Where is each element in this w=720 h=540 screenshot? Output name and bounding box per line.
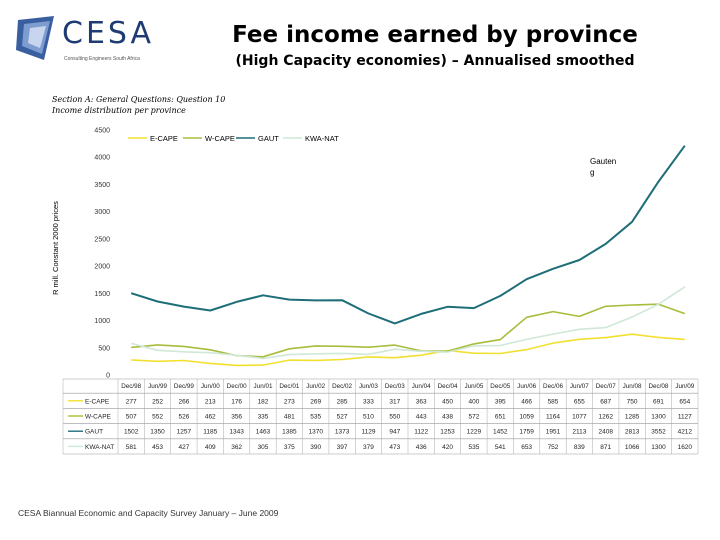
table-cell: 535 — [310, 413, 322, 421]
table-cell: 585 — [547, 398, 559, 406]
y-tick-label: 2000 — [94, 263, 110, 271]
table-cell: 1370 — [308, 428, 323, 436]
x-tick-label: Jun/05 — [464, 383, 484, 390]
table-cell: 182 — [257, 398, 269, 406]
y-tick-label: 3000 — [94, 209, 110, 217]
table-row-label: E-CAPE — [85, 398, 110, 406]
table-cell: 510 — [363, 413, 374, 421]
table-cell: 1262 — [598, 413, 613, 421]
logo-text: CESA — [62, 16, 155, 51]
legend-label: E-CAPE — [150, 134, 178, 143]
table-cell: 273 — [283, 398, 295, 406]
table-cell: 871 — [600, 443, 612, 451]
x-tick-label: Jun/04 — [411, 383, 431, 390]
table-row-label: GAUT — [85, 428, 104, 436]
table-cell: 655 — [573, 398, 585, 406]
table-cell: 1373 — [334, 428, 350, 436]
table-cell: 305 — [257, 443, 269, 451]
x-tick-label: Jun/00 — [200, 383, 220, 390]
y-tick-label: 4000 — [94, 154, 110, 162]
legend-label: W-CAPE — [205, 134, 235, 143]
table-cell: 450 — [442, 398, 453, 406]
table-cell: 1285 — [624, 413, 640, 421]
legend-label: KWA-NAT — [305, 134, 339, 143]
table-cell: 691 — [653, 398, 664, 406]
table-cell: 947 — [389, 428, 401, 436]
x-tick-label: Jun/06 — [517, 383, 537, 390]
table-cell: 1385 — [282, 428, 297, 436]
table-cell: 462 — [204, 413, 216, 421]
series-line-w-cape — [131, 304, 685, 357]
table-cell: 400 — [468, 398, 480, 406]
table-cell: 317 — [389, 398, 401, 406]
table-cell: 839 — [573, 443, 585, 451]
table-cell: 1951 — [545, 428, 561, 436]
table-cell: 572 — [468, 413, 480, 421]
y-axis — [94, 128, 110, 380]
x-tick-label: Dec/98 — [121, 383, 142, 390]
x-tick-label: Dec/99 — [173, 383, 194, 390]
table-cell: 356 — [231, 413, 243, 421]
y-tick-label: 4500 — [94, 127, 110, 135]
table-cell: 1300 — [651, 443, 666, 451]
annotation-line: Gauten — [590, 157, 617, 166]
x-tick-label: Dec/02 — [332, 383, 353, 390]
table-cell: 4212 — [677, 428, 693, 436]
table-cell: 750 — [626, 398, 638, 406]
table-cell: 1620 — [677, 443, 693, 451]
table-cell: 176 — [231, 398, 243, 406]
table-cell: 362 — [231, 443, 243, 451]
y-tick-label: 2500 — [94, 236, 110, 244]
x-tick-label: Jun/08 — [622, 383, 642, 390]
table-cell: 1077 — [572, 413, 587, 421]
table-cell: 443 — [415, 413, 427, 421]
table-cell: 363 — [415, 398, 427, 406]
page-title: Fee income earned by province — [232, 22, 638, 48]
table-cell: 1164 — [546, 413, 560, 421]
section-caption-line2: Income distribution per province — [52, 106, 186, 115]
table-cell: 436 — [415, 443, 427, 451]
x-tick-label: Dec/04 — [437, 383, 458, 390]
y-tick-label: 0 — [106, 372, 110, 380]
table-cell: 397 — [336, 443, 348, 451]
table-cell: 1229 — [466, 428, 482, 436]
x-tick-label: Jun/09 — [675, 383, 695, 390]
table-cell: 379 — [363, 443, 374, 451]
x-tick-label: Jun/02 — [306, 383, 326, 390]
x-tick-label: Dec/00 — [226, 383, 247, 390]
x-tick-label: Dec/01 — [279, 383, 300, 390]
x-tick-label: Dec/03 — [384, 383, 405, 390]
table-cell: 653 — [521, 443, 533, 451]
table-cell: 1257 — [176, 428, 192, 436]
table-cell: 1463 — [255, 428, 271, 436]
table-cell: 1343 — [229, 428, 244, 436]
x-tick-label: Jun/07 — [569, 383, 589, 390]
y-axis-label: R mill. Constant 2000 prices — [51, 201, 60, 295]
table-cell: 1502 — [123, 428, 139, 436]
page-subtitle: (High Capacity economies) – Annualised smoothed — [235, 53, 635, 69]
table-cell: 1185 — [203, 428, 218, 436]
table-cell: 420 — [442, 443, 453, 451]
table-cell: 453 — [152, 443, 163, 451]
table-cell: 541 — [494, 443, 506, 451]
y-tick-label: 1000 — [94, 318, 110, 326]
table-cell: 3552 — [651, 428, 666, 436]
table-cell: 252 — [152, 398, 163, 406]
y-tick-label: 3500 — [94, 181, 110, 189]
table-cell: 1452 — [493, 428, 508, 436]
x-tick-label: Dec/08 — [648, 383, 669, 390]
table-cell: 2813 — [624, 428, 640, 436]
logo-tagline: Consulting Engineers South Africa — [64, 56, 140, 62]
table-cell: 395 — [494, 398, 506, 406]
table-cell: 1066 — [624, 443, 640, 451]
series-lines — [131, 146, 685, 366]
y-tick-label: 500 — [98, 345, 110, 353]
legend-label: GAUT — [258, 134, 279, 143]
x-tick-label: Jun/99 — [148, 383, 167, 390]
gauteng-annotation — [590, 157, 616, 177]
table-cell: 375 — [283, 443, 295, 451]
table-cell: 1129 — [361, 428, 376, 436]
table-cell: 285 — [336, 398, 348, 406]
table-cell: 277 — [125, 398, 137, 406]
footer-text: CESA Biannual Economic and Capacity Survey January – June 2009 — [18, 508, 279, 518]
x-tick-label: Dec/06 — [543, 383, 563, 390]
table-cell: 687 — [600, 398, 612, 406]
table-cell: 390 — [310, 443, 322, 451]
table-cell: 507 — [125, 413, 137, 421]
table-cell: 526 — [178, 413, 190, 421]
table-cell: 1300 — [651, 413, 666, 421]
table-cell: 654 — [679, 398, 691, 406]
table-cell: 269 — [310, 398, 322, 406]
table-cell: 581 — [125, 443, 137, 451]
x-tick-label: Dec/05 — [490, 383, 511, 390]
table-cell: 535 — [468, 443, 480, 451]
table-cell: 1127 — [677, 413, 692, 421]
table-cell: 552 — [152, 413, 163, 421]
table-cell: 651 — [494, 413, 506, 421]
table-cell: 266 — [178, 398, 190, 406]
table-row-label: W-CAPE — [85, 413, 111, 421]
table-cell: 213 — [204, 398, 216, 406]
series-line-gaut — [131, 146, 685, 324]
table-cell: 1059 — [519, 413, 534, 421]
table-cell: 1350 — [150, 428, 165, 436]
table-cell: 1759 — [519, 428, 534, 436]
x-tick-label: Dec/07 — [595, 383, 616, 390]
table-cell: 333 — [363, 398, 374, 406]
table-cell: 2113 — [572, 428, 587, 436]
table-cell: 427 — [178, 443, 190, 451]
table-cell: 1122 — [414, 428, 429, 436]
table-cell: 335 — [257, 413, 269, 421]
annotation-line: g — [590, 168, 595, 177]
table-cell: 438 — [442, 413, 453, 421]
table-cell: 473 — [389, 443, 401, 451]
table-cell: 409 — [204, 443, 216, 451]
table-cell: 466 — [521, 398, 533, 406]
chart-legend — [128, 134, 339, 143]
y-tick-label: 1500 — [94, 290, 110, 298]
table-cell: 1253 — [440, 428, 455, 436]
x-tick-label: Jun/01 — [253, 383, 273, 390]
table-cell: 752 — [547, 443, 559, 451]
table-cell: 2408 — [598, 428, 613, 436]
table-cell: 527 — [336, 413, 348, 421]
table-cell: 481 — [283, 413, 295, 421]
section-caption-line1: Section A: General Questions: Question 10 — [52, 95, 226, 104]
table-row-label: KWA-NAT — [85, 443, 115, 451]
data-table — [63, 379, 698, 454]
table-cell: 550 — [389, 413, 401, 421]
x-tick-label: Jun/03 — [359, 383, 378, 390]
